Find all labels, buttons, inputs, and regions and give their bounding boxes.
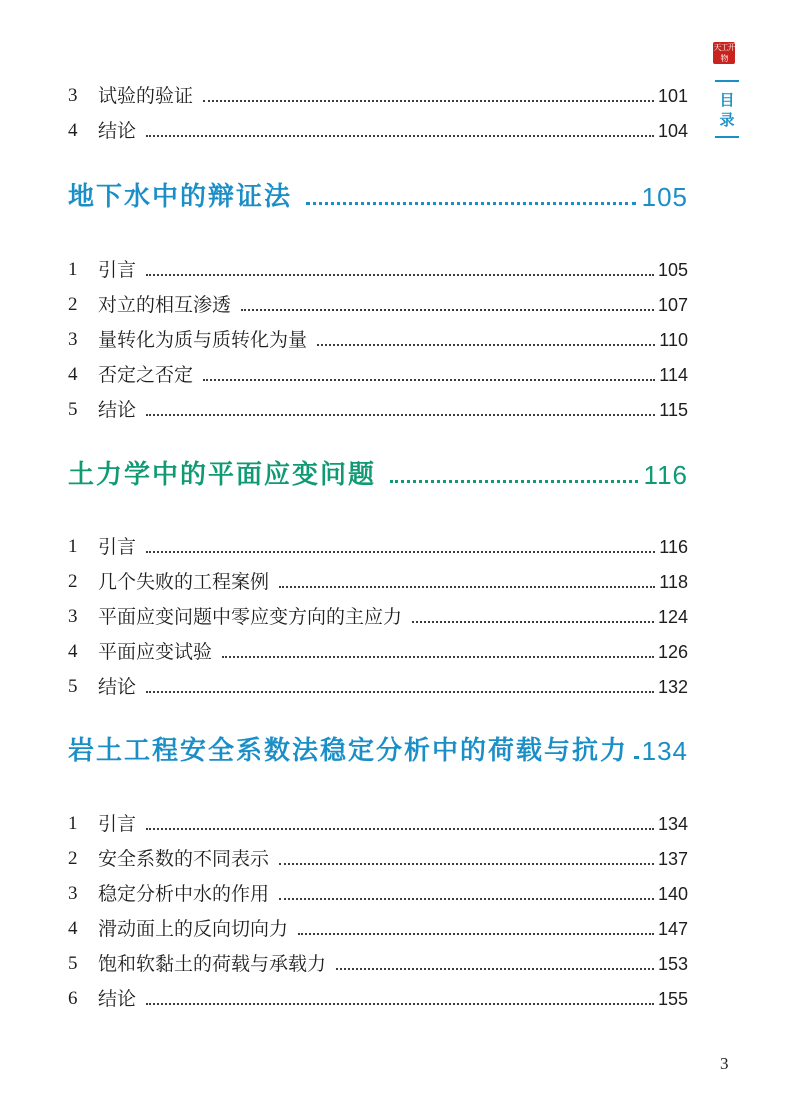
- dot-leader: [298, 933, 654, 935]
- entry-title: 引言: [98, 259, 137, 281]
- toc-entry[interactable]: [68, 876, 688, 906]
- entry-page: 118: [659, 572, 688, 592]
- toc-entry[interactable]: [68, 529, 688, 559]
- tab-divider: [715, 80, 739, 82]
- dot-leader: [146, 551, 655, 553]
- section-heading[interactable]: [68, 450, 688, 492]
- entry-number: 3: [68, 329, 78, 350]
- toc-entry[interactable]: [68, 564, 688, 594]
- entry-title: 平面应变问题中零应变方向的主应力: [98, 606, 403, 628]
- dot-leader: [146, 1003, 654, 1005]
- toc-entry[interactable]: [68, 392, 688, 422]
- entry-number: 6: [68, 988, 78, 1009]
- entry-title: 滑动面上的反向切向力: [98, 918, 289, 940]
- toc-entry[interactable]: [68, 634, 688, 664]
- dot-leader: [336, 968, 654, 970]
- entry-number: 4: [68, 364, 78, 385]
- dot-leader: [279, 586, 655, 588]
- entry-page: 153: [657, 954, 688, 974]
- section-page: 134: [641, 736, 688, 766]
- entry-title: 饱和软黏土的荷载与承载力: [98, 953, 327, 975]
- section-title: 土力学中的平面应变问题: [68, 460, 377, 490]
- section-heading[interactable]: [68, 172, 688, 214]
- entry-page: 110: [659, 330, 688, 350]
- entry-title: 几个失败的工程案例: [98, 571, 270, 593]
- dot-leader: [146, 135, 654, 137]
- entry-number: 4: [68, 918, 78, 939]
- entry-page: 107: [657, 295, 688, 315]
- toc-entry[interactable]: [68, 357, 688, 387]
- entry-title: 结论: [98, 988, 137, 1010]
- entry-page: 105: [657, 260, 688, 280]
- dot-leader: [317, 344, 655, 346]
- entry-title: 否定之否定: [98, 364, 194, 386]
- entry-number: 4: [68, 641, 78, 662]
- entry-title: 引言: [98, 813, 137, 835]
- entry-number: 3: [68, 85, 78, 106]
- entry-page: 140: [657, 884, 688, 904]
- entry-number: 5: [68, 953, 78, 974]
- toc-entry[interactable]: [68, 669, 688, 699]
- entry-title: 稳定分析中水的作用: [98, 883, 270, 905]
- dot-leader: [146, 414, 655, 416]
- entry-number: 5: [68, 676, 78, 697]
- entry-title: 量转化为质与质转化为量: [98, 329, 308, 351]
- tab-divider: [715, 136, 739, 138]
- entry-number: 1: [68, 259, 78, 280]
- dot-leader: [390, 480, 638, 483]
- toc-entry[interactable]: [68, 78, 688, 108]
- entry-number: 4: [68, 120, 78, 141]
- entry-title: 结论: [98, 399, 137, 421]
- publisher-logo: 天工开物: [713, 43, 735, 63]
- entry-number: 2: [68, 571, 78, 592]
- page-number: 3: [720, 1054, 729, 1073]
- entry-page: 101: [657, 86, 688, 106]
- entry-page: 134: [657, 814, 688, 834]
- dot-leader: [222, 656, 654, 658]
- toc-entry[interactable]: [68, 113, 688, 143]
- entry-page: 115: [659, 400, 688, 420]
- dot-leader: [412, 621, 654, 623]
- toc-entry[interactable]: [68, 806, 688, 836]
- section-title: 地下水中的辩证法: [68, 182, 293, 212]
- entry-page: 137: [657, 849, 688, 869]
- entry-title: 引言: [98, 536, 137, 558]
- entry-number: 3: [68, 606, 78, 627]
- entry-page: 132: [657, 677, 688, 697]
- dot-leader: [146, 691, 654, 693]
- toc-entry[interactable]: [68, 841, 688, 871]
- dot-leader: [146, 274, 654, 276]
- dot-leader: [146, 828, 654, 830]
- dot-leader: [279, 898, 654, 900]
- toc-entry[interactable]: [68, 252, 688, 282]
- entry-number: 2: [68, 294, 78, 315]
- entry-page: 114: [659, 365, 688, 385]
- entry-page: 116: [659, 537, 688, 557]
- toc-entry[interactable]: [68, 981, 688, 1011]
- entry-number: 1: [68, 536, 78, 557]
- section-page: 116: [643, 460, 688, 490]
- entry-title: 对立的相互渗透: [98, 294, 232, 316]
- entry-page: 124: [657, 607, 688, 627]
- dot-leader: [306, 202, 636, 205]
- section-title: 岩土工程安全系数法稳定分析中的荷载与抗力: [68, 736, 629, 766]
- dot-leader: [634, 756, 636, 759]
- toc-entry[interactable]: [68, 287, 688, 317]
- entry-number: 1: [68, 813, 78, 834]
- entry-number: 5: [68, 399, 78, 420]
- entry-title: 安全系数的不同表示: [98, 848, 270, 870]
- entry-title: 试验的验证: [98, 85, 194, 107]
- section-heading[interactable]: [68, 726, 688, 768]
- entry-page: 126: [657, 642, 688, 662]
- toc-entry[interactable]: [68, 322, 688, 352]
- entry-page: 155: [657, 989, 688, 1009]
- dot-leader: [241, 309, 654, 311]
- dot-leader: [203, 100, 654, 102]
- dot-leader: [279, 863, 654, 865]
- entry-title: 结论: [98, 676, 137, 698]
- entry-number: 3: [68, 883, 78, 904]
- section-page: 105: [641, 182, 688, 212]
- toc-entry[interactable]: [68, 946, 688, 976]
- entry-title: 结论: [98, 120, 137, 142]
- tab-label: 目 录: [719, 91, 735, 129]
- entry-number: 2: [68, 848, 78, 869]
- entry-page: 104: [657, 121, 688, 141]
- toc-entry[interactable]: [68, 599, 688, 629]
- entry-title: 平面应变试验: [98, 641, 213, 663]
- toc-entry[interactable]: [68, 911, 688, 941]
- dot-leader: [203, 379, 655, 381]
- entry-page: 147: [657, 919, 688, 939]
